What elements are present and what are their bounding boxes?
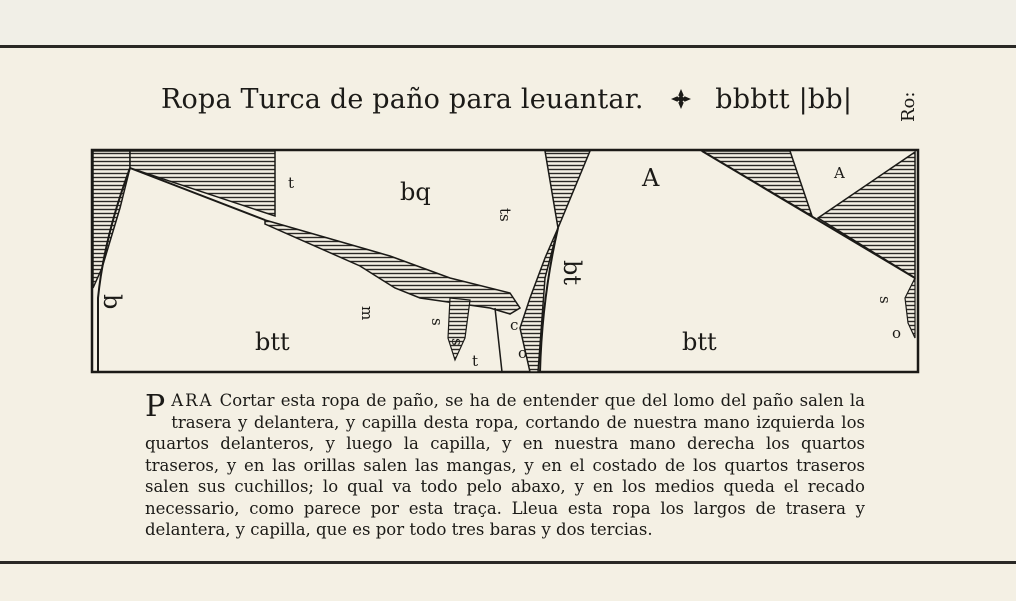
label-t: t xyxy=(288,174,295,192)
page-title xyxy=(161,84,852,124)
label-s1: s xyxy=(428,318,446,326)
label-o-right: o xyxy=(892,324,902,342)
diagram-svg xyxy=(90,148,920,374)
label-bq: bq xyxy=(400,178,431,206)
signature-text: bbbtt |bb| xyxy=(715,84,853,115)
label-s-right: s xyxy=(876,296,894,304)
side-mark: Ro: xyxy=(898,91,919,122)
bottom-rule xyxy=(0,561,1016,564)
top-rule xyxy=(0,45,1016,48)
caption-paragraph xyxy=(145,390,865,541)
label-ts: ts xyxy=(496,208,514,222)
label-s2: s xyxy=(448,338,466,346)
label-btt-left: btt xyxy=(255,328,290,356)
cutting-diagram xyxy=(90,148,920,374)
label-t2: t xyxy=(472,352,479,370)
drop-cap: P xyxy=(145,389,166,424)
label-o: o xyxy=(518,344,528,362)
cross-icon xyxy=(670,88,692,110)
caption-text: Cortar esta ropa de paño, se ha de entender que del lomo del paño salen la trasera y delantera, y capilla desta ropa, cortando de nuestra mano izquierda los quartos delanteros, y luego la capilla, y en nuestra mano derecha los quartos traseros, y en las orillas salen las mangas, y en el costado de los quartos traseros salen sus cuchillos; lo qual va todo pelo abaxo, y en los medios queda el recado necessario, como parece por esta traça. Lleua esta ropa los largos de trasera y delantera, y capilla, que es por todo tres baras y dos tercias. xyxy=(145,391,865,539)
label-A2: A xyxy=(834,164,845,182)
title-text: Ropa Turca de paño para leuantar. xyxy=(161,84,644,115)
label-A1: A xyxy=(642,164,660,192)
label-c: c xyxy=(510,316,519,334)
label-bt: bt xyxy=(558,260,586,286)
page-top-margin xyxy=(0,0,1016,46)
label-btt-right: btt xyxy=(682,328,717,356)
label-m: m xyxy=(358,306,376,321)
label-b: b xyxy=(98,294,126,310)
caption-lead: ARA xyxy=(171,391,214,410)
